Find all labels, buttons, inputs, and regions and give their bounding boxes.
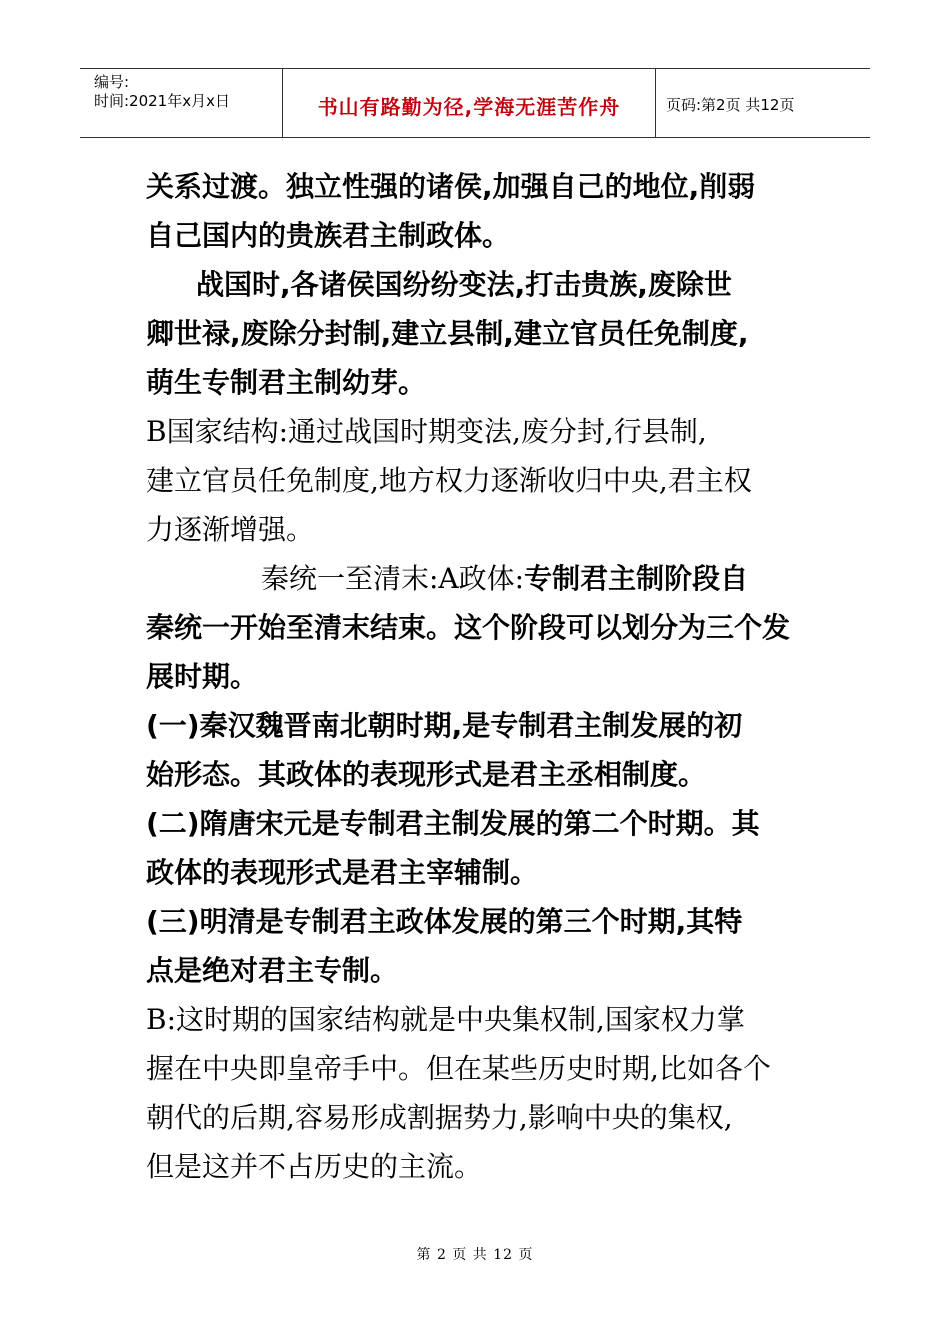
body-line: 展时期。 <box>146 660 259 693</box>
body-line: 战国时,各诸侯国纷纷变法,打击贵族,废除世 <box>196 268 732 301</box>
body-text-bold: 专制君主制阶段自 <box>524 562 749 595</box>
body-line: 力逐渐增强。 <box>146 513 315 546</box>
body-line: 萌生专制君主制幼芽。 <box>146 366 427 399</box>
header-divider <box>655 69 656 137</box>
body-line: 卿世禄,废除分封制,建立县制,建立官员任免制度, <box>146 317 749 350</box>
body-line: 政体的表现形式是君主宰辅制。 <box>146 856 539 889</box>
body-line: (一)秦汉魏晋南北朝时期,是专制君主制发展的初 <box>146 709 743 742</box>
header-motto: 书山有路勤为径,学海无涯苦作舟 <box>317 95 621 119</box>
body-line: 建立官员任免制度,地方权力逐渐收归中央,君主权 <box>146 464 752 497</box>
body-line: 关系过渡。独立性强的诸侯,加强自己的地位,削弱 <box>146 170 756 203</box>
body-line: 朝代的后期,容易形成割据势力,影响中央的集权, <box>146 1101 733 1134</box>
header-page-info: 页码:第2页 共12页 <box>666 96 795 114</box>
body-line: (二)隋唐宋元是专制君主制发展的第二个时期。其 <box>146 807 760 840</box>
body-line <box>146 554 826 603</box>
body-line: (三)明清是专制君主政体发展的第三个时期,其特 <box>146 905 743 938</box>
body-line: B国家结构:通过战国时期变法,废分封,行县制, <box>146 415 707 448</box>
body-line: 点是绝对君主专制。 <box>146 954 399 987</box>
body-text-regular: 秦统一至清末:A政体: <box>261 562 525 595</box>
page-footer: 第 2 页 共 12 页 <box>416 1247 534 1263</box>
document-date: 时间:2021年x月x日 <box>94 92 230 110</box>
document-number-label: 编号: <box>94 73 130 91</box>
body-line: 始形态。其政体的表现形式是君主丞相制度。 <box>146 758 707 791</box>
body-line: 秦统一开始至清末结束。这个阶段可以划分为三个发 <box>146 611 791 644</box>
body-line: B:这时期的国家结构就是中央集权制,国家权力掌 <box>146 1003 745 1036</box>
document-body <box>146 162 826 1191</box>
body-line: 自己国内的贵族君主制政体。 <box>146 219 511 252</box>
body-line: 但是这并不占历史的主流。 <box>146 1150 483 1183</box>
body-line: 握在中央即皇帝手中。但在某些历史时期,比如各个 <box>146 1052 771 1085</box>
document-header <box>80 68 870 138</box>
